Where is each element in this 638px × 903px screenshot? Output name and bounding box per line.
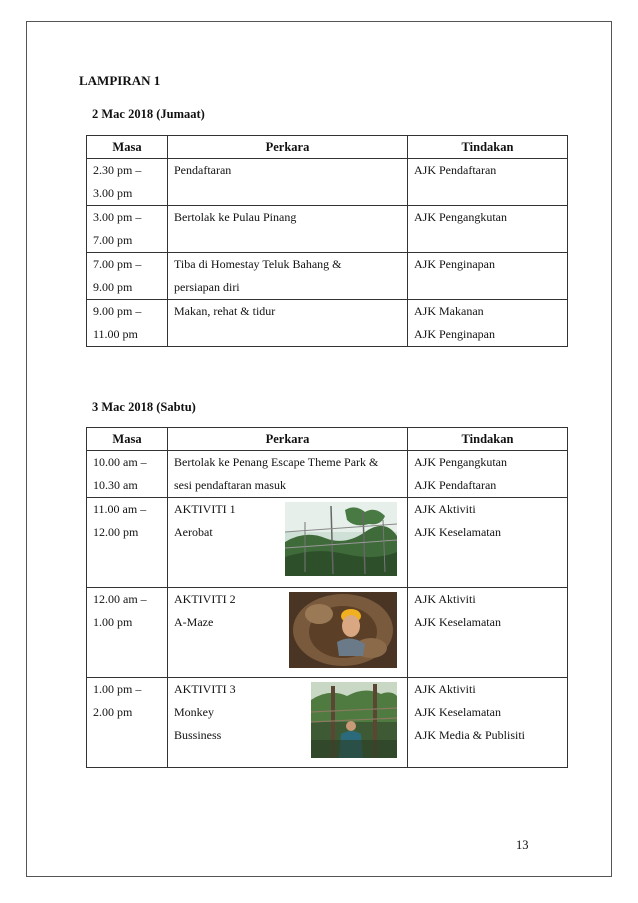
masa-end: 2.00 pm bbox=[93, 705, 133, 719]
masa-cell bbox=[87, 678, 168, 768]
masa-start: 2.30 pm – bbox=[93, 163, 142, 177]
perkara-text: persiapan diri bbox=[174, 280, 240, 294]
perkara-text: Pendaftaran bbox=[174, 163, 232, 177]
perkara-text: Tiba di Homestay Teluk Bahang & bbox=[174, 257, 342, 271]
tindakan-text: AJK Pengangkutan bbox=[414, 455, 507, 469]
masa-start: 9.00 pm – bbox=[93, 304, 142, 318]
tindakan-cell bbox=[408, 678, 568, 768]
table-row bbox=[87, 300, 568, 347]
masa-cell bbox=[87, 159, 168, 206]
activity-name: Bussiness bbox=[174, 728, 222, 742]
table-row bbox=[87, 451, 568, 498]
masa-end: 1.00 pm bbox=[93, 615, 133, 629]
tindakan-text: AJK Keselamatan bbox=[414, 615, 501, 629]
perkara-text: Makan, rehat & tidur bbox=[174, 304, 276, 318]
masa-start: 7.00 pm – bbox=[93, 257, 142, 271]
masa-cell bbox=[87, 206, 168, 253]
perkara-cell bbox=[168, 498, 408, 588]
table-row bbox=[87, 253, 568, 300]
masa-start: 3.00 pm – bbox=[93, 210, 142, 224]
tindakan-text: AJK Aktiviti bbox=[414, 592, 476, 606]
tindakan-text: AJK Pengangkutan bbox=[414, 210, 507, 224]
masa-end: 11.00 pm bbox=[93, 327, 138, 341]
a-maze-photo bbox=[289, 592, 397, 668]
activity-title: AKTIVITI 3 bbox=[174, 682, 236, 696]
tindakan-cell bbox=[408, 588, 568, 678]
header-perkara: Perkara bbox=[168, 428, 408, 451]
masa-cell bbox=[87, 300, 168, 347]
perkara-cell bbox=[168, 159, 408, 206]
page-heading: LAMPIRAN 1 bbox=[79, 73, 161, 88]
masa-end: 10.30 am bbox=[93, 478, 138, 492]
masa-end: 12.00 pm bbox=[93, 525, 139, 539]
header-tindakan: Tindakan bbox=[408, 136, 568, 159]
masa-cell bbox=[87, 253, 168, 300]
table-row bbox=[87, 159, 568, 206]
tindakan-text: AJK Penginapan bbox=[414, 327, 495, 341]
table-row bbox=[87, 588, 568, 678]
masa-end: 3.00 pm bbox=[93, 186, 133, 200]
tindakan-cell bbox=[408, 300, 568, 347]
perkara-text: Bertolak ke Pulau Pinang bbox=[174, 210, 297, 224]
tindakan-text: AJK Pendaftaran bbox=[414, 163, 497, 177]
activity-name: Aerobat bbox=[174, 525, 213, 539]
tindakan-text: AJK Penginapan bbox=[414, 257, 495, 271]
activity-name: Monkey bbox=[174, 705, 214, 719]
tindakan-text: AJK Media & Publisiti bbox=[414, 728, 526, 742]
table-row bbox=[87, 498, 568, 588]
table-row bbox=[87, 206, 568, 253]
perkara-cell bbox=[168, 451, 408, 498]
table-header-row bbox=[87, 136, 568, 159]
tindakan-text: AJK Makanan bbox=[414, 304, 484, 318]
perkara-cell bbox=[168, 206, 408, 253]
day2-date: 3 Mac 2018 (Sabtu) bbox=[92, 400, 196, 414]
tindakan-text: AJK Pendaftaran bbox=[414, 478, 497, 492]
masa-start: 12.00 am – bbox=[93, 592, 147, 606]
masa-end: 9.00 pm bbox=[93, 280, 133, 294]
masa-start: 1.00 pm – bbox=[93, 682, 142, 696]
tindakan-cell bbox=[408, 451, 568, 498]
day1-date: 2 Mac 2018 (Jumaat) bbox=[92, 107, 205, 121]
perkara-text: sesi pendaftaran masuk bbox=[174, 478, 286, 492]
masa-cell bbox=[87, 588, 168, 678]
perkara-text: Bertolak ke Penang Escape Theme Park & bbox=[174, 455, 379, 469]
tindakan-text: AJK Aktiviti bbox=[414, 682, 476, 696]
day2-schedule-table bbox=[86, 427, 568, 768]
tindakan-cell bbox=[408, 206, 568, 253]
activity-title: AKTIVITI 1 bbox=[174, 502, 236, 516]
perkara-cell bbox=[168, 300, 408, 347]
day1-schedule-table bbox=[86, 135, 568, 347]
masa-end: 7.00 pm bbox=[93, 233, 133, 247]
header-masa: Masa bbox=[87, 428, 168, 451]
tindakan-text: AJK Aktiviti bbox=[414, 502, 476, 516]
masa-cell bbox=[87, 451, 168, 498]
perkara-cell bbox=[168, 678, 408, 768]
perkara-cell bbox=[168, 253, 408, 300]
masa-start: 11.00 am – bbox=[93, 502, 147, 516]
aerobat-photo bbox=[285, 502, 397, 576]
tindakan-text: AJK Keselamatan bbox=[414, 525, 501, 539]
tindakan-cell bbox=[408, 159, 568, 206]
page-number: 13 bbox=[516, 838, 529, 852]
perkara-cell bbox=[168, 588, 408, 678]
activity-name: A-Maze bbox=[174, 615, 214, 629]
masa-start: 10.00 am – bbox=[93, 455, 147, 469]
header-perkara: Perkara bbox=[168, 136, 408, 159]
masa-cell bbox=[87, 498, 168, 588]
table-row bbox=[87, 678, 568, 768]
monkey-business-photo bbox=[311, 682, 397, 758]
tindakan-text: AJK Keselamatan bbox=[414, 705, 501, 719]
header-masa: Masa bbox=[87, 136, 168, 159]
activity-title: AKTIVITI 2 bbox=[174, 592, 236, 606]
tindakan-cell bbox=[408, 498, 568, 588]
tindakan-cell bbox=[408, 253, 568, 300]
header-tindakan: Tindakan bbox=[408, 428, 568, 451]
table-header-row bbox=[87, 428, 568, 451]
